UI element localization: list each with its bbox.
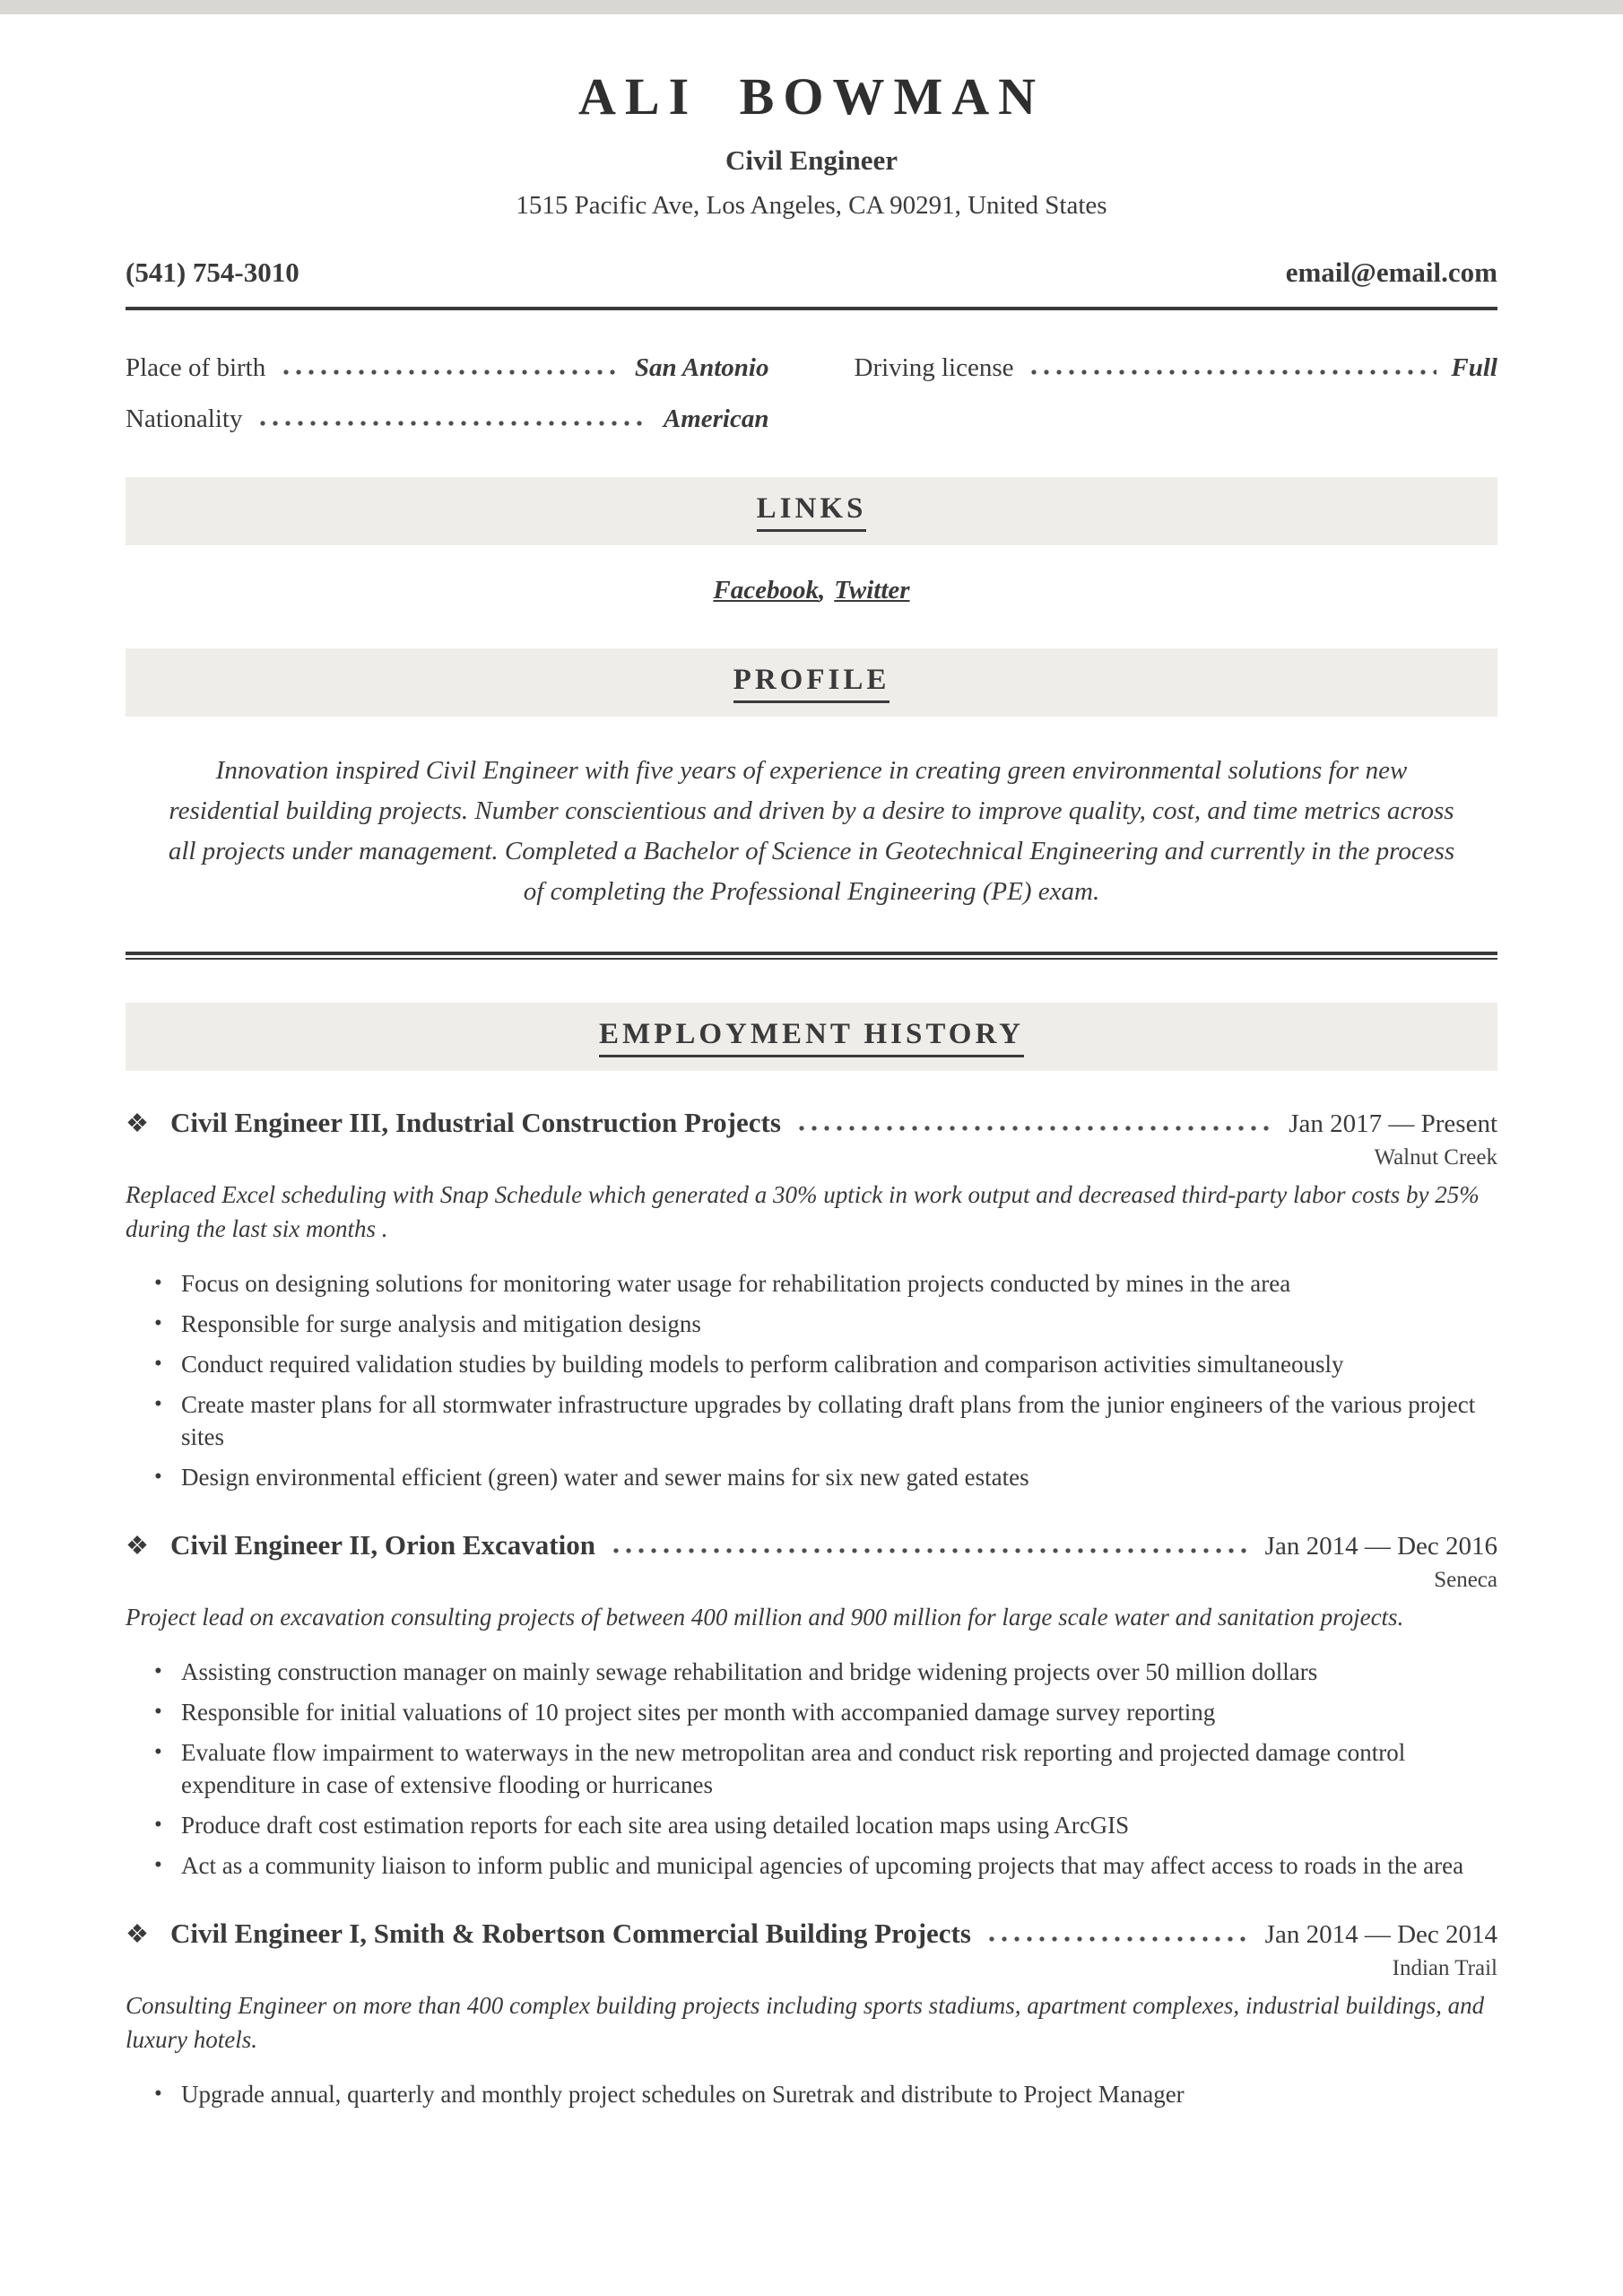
- job-bullet: • Create master plans for all stormwater infrastructure upgrades by collating draft plans from the junior engineers of the various project sites: [181, 1388, 1497, 1453]
- phone-number: (541) 754-3010: [126, 257, 299, 288]
- employment-section-header: [126, 1003, 1497, 1071]
- job-bullet: • Design environmental efficient (green) water and sewer mains for six new gated estates: [181, 1461, 1497, 1493]
- links-heading: LINKS: [757, 492, 867, 532]
- personal-details: [126, 353, 1497, 434]
- job-dates: Jan 2014 — Dec 2016: [1264, 1532, 1497, 1561]
- detail-value: San Antonio: [634, 353, 769, 382]
- profile-heading: PROFILE: [733, 664, 890, 703]
- job-header: [126, 1918, 1497, 1950]
- link-separator: ,: [819, 576, 826, 604]
- job-title: Civil Engineer II, Orion Excavation: [170, 1529, 595, 1561]
- links-section-header: [126, 477, 1497, 545]
- facebook-link[interactable]: Facebook: [713, 576, 820, 604]
- job-bullet: • Assisting construction manager on mainly sewage rehabilitation and bridge widening projects over 50 million dollars: [181, 1656, 1497, 1688]
- job-bullet: • Focus on designing solutions for monitoring water usage for rehabilitation projects conducted by mines in the area: [181, 1267, 1497, 1300]
- job-header: [126, 1529, 1497, 1561]
- detail-place-of-birth: [126, 353, 769, 383]
- job-summary: Project lead on excavation consulting projects of between 400 million and 900 million for large scale water and sanitation projects.: [126, 1604, 1404, 1631]
- detail-empty-cell: [855, 404, 1498, 434]
- job-bullet: • Responsible for surge analysis and mitigation designs: [181, 1308, 1497, 1340]
- dotted-leader: [610, 1548, 1251, 1553]
- links-row: [126, 576, 1497, 605]
- job-location: Walnut Creek: [1374, 1145, 1497, 1170]
- job-bullet: • Upgrade annual, quarterly and monthly project schedules on Suretrak and distribute to Project Manager: [181, 2078, 1497, 2110]
- candidate-title: Civil Engineer: [725, 144, 898, 176]
- job-location: Indian Trail: [1392, 1956, 1497, 1980]
- dotted-leader: [795, 1126, 1274, 1131]
- job-title: Civil Engineer III, Industrial Construction Projects: [170, 1107, 781, 1138]
- profile-section-header: [126, 648, 1497, 717]
- employment-heading: EMPLOYMENT HISTORY: [599, 1018, 1024, 1057]
- job-dates: Jan 2014 — Dec 2014: [1264, 1920, 1497, 1949]
- job-bullet: • Act as a community liaison to inform public and municipal agencies of upcoming projects that may affect access to roads in the area: [181, 1849, 1497, 1882]
- page-top-edge: [0, 0, 1623, 14]
- dotted-leader: [985, 1936, 1251, 1942]
- candidate-address: 1515 Pacific Ave, Los Angeles, CA 90291, United States: [516, 191, 1107, 220]
- job-bullet: • Produce draft cost estimation reports for each site area using detailed location maps using ArcGIS: [181, 1809, 1497, 1841]
- detail-value: American: [663, 404, 769, 433]
- job-bullet: • Conduct required validation studies by building models to perform calibration and comparison activities simultaneously: [181, 1348, 1497, 1380]
- contact-row: [126, 257, 1497, 310]
- detail-driving-license: [855, 353, 1498, 383]
- job-summary: Consulting Engineer on more than 400 complex building projects including sports stadiums, apartment complexes, industrial buildings, and luxury hotels.: [126, 1992, 1485, 2053]
- job-entry: [126, 1107, 1497, 1493]
- dotted-leader: [1028, 370, 1436, 375]
- detail-label: Place of birth: [126, 353, 266, 382]
- profile-summary: Innovation inspired Civil Engineer with five years of experience in creating green environmental solutions for new residential building projects. Number conscientious and driven by a desire to improve quality, cost, and time metrics across all projects under management. Completed a Bachelor of Science in Geotechnical Engineering and currently in the process of completing the Professional Engineering (PE) exam.: [168, 756, 1455, 906]
- job-summary: Replaced Excel scheduling with Snap Schedule which generated a 30% uptick in work output and decreased third-party labor costs by 25% during the last six months .: [126, 1181, 1480, 1242]
- detail-nationality: [126, 404, 769, 434]
- detail-label: Nationality: [126, 404, 243, 433]
- job-bullet-list: [126, 1656, 1497, 1882]
- job-bullet: • Evaluate flow impairment to waterways in the new metropolitan area and conduct risk reporting and projected damage control expenditure in case of extensive flooding or hurricanes: [181, 1736, 1497, 1801]
- diamond-icon: ❖: [126, 1920, 149, 1949]
- diamond-icon: ❖: [126, 1109, 149, 1138]
- email-address: email@email.com: [1285, 257, 1497, 288]
- job-dates: Jan 2017 — Present: [1289, 1109, 1497, 1138]
- dotted-leader: [256, 421, 648, 426]
- job-bullet: • Responsible for initial valuations of 10 project sites per month with accompanied damage survey reporting: [181, 1696, 1497, 1728]
- job-location: Seneca: [1434, 1568, 1497, 1592]
- diamond-icon: ❖: [126, 1532, 149, 1561]
- header: [126, 66, 1497, 221]
- candidate-name: ALI BOWMAN: [578, 67, 1045, 126]
- section-divider: [126, 952, 1497, 960]
- job-bullet-list: [126, 1267, 1497, 1493]
- dotted-leader: [280, 370, 621, 375]
- detail-value: Full: [1451, 353, 1497, 382]
- detail-label: Driving license: [854, 353, 1014, 382]
- job-bullet-list: [126, 2078, 1497, 2110]
- job-header: [126, 1107, 1497, 1139]
- page-content: [0, 66, 1623, 2110]
- job-entry: [126, 1529, 1497, 1882]
- job-title: Civil Engineer I, Smith & Robertson Commercial Building Projects: [170, 1918, 971, 1949]
- twitter-link[interactable]: Twitter: [834, 576, 910, 604]
- job-entry: [126, 1918, 1497, 2110]
